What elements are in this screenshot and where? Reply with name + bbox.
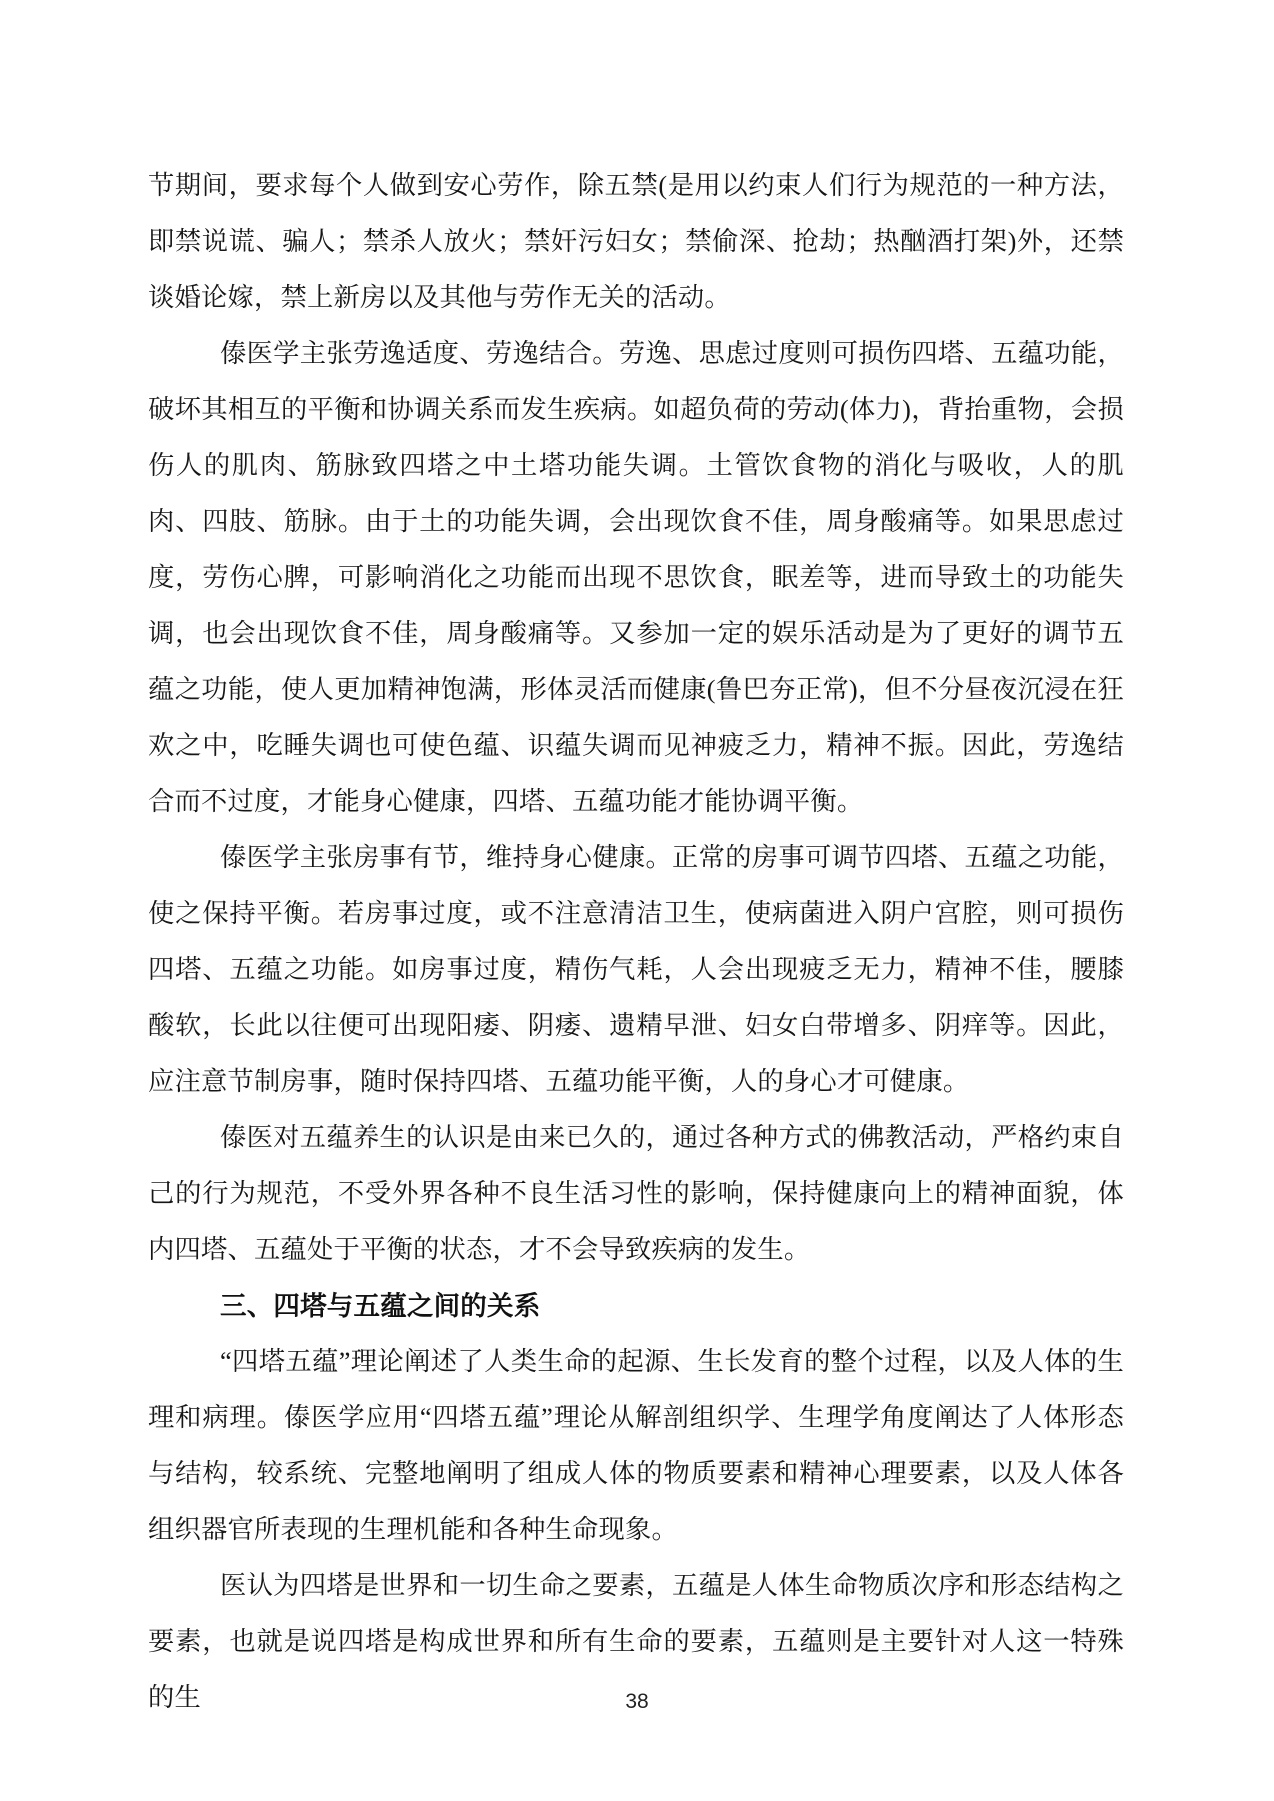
page-body-text	[148, 158, 1124, 1726]
section-heading: 三、四塔与五蕴之间的关系	[220, 1291, 541, 1321]
body-paragraph: 医认为四塔是世界和一切生命之要素，五蕴是人体生命物质次序和形态结构之要素，也就是说四塔是构成世界和所有生命的要素，五蕴则是主要针对人这一特殊的生	[148, 1571, 1124, 1712]
body-paragraph: 傣医学主张房事有节，维持身心健康。正常的房事可调节四塔、五蕴之功能，使之保持平衡。若房事过度，或不注意清洁卫生，使病菌进入阴户宫腔，则可损伤四塔、五蕴之功能。如房事过度，精伤气耗，人会出现疲乏无力，精神不佳，腰膝酸软，长此以往便可出现阳痿、阴痿、遗精早泄、妇女白带增多、阴痒等。因此，应注意节制房事，随时保持四塔、五蕴功能平衡，人的身心才可健康。	[148, 843, 1124, 1096]
body-paragraph: 节期间，要求每个人做到安心劳作，除五禁(是用以约束人们行为规范的一种方法，即禁说谎、骗人；禁杀人放火；禁奸污妇女；禁偷深、抢劫；热酗酒打架)外，还禁谈婚论嫁，禁上新房以及其他与劳作无关的活动。	[148, 171, 1124, 312]
page-number: 38	[625, 1690, 649, 1713]
body-paragraph: “四塔五蕴”理论阐述了人类生命的起源、生长发育的整个过程，以及人体的生理和病理。傣医学应用“四塔五蕴”理论从解剖组织学、生理学角度阐达了人体形态与结构，较系统、完整地阐明了组成人体的物质要素和精神心理要素，以及人体各组织器官所表现的生理机能和各种生命现象。	[148, 1347, 1124, 1544]
body-paragraph: 傣医对五蕴养生的认识是由来已久的，通过各种方式的佛教活动，严格约束自己的行为规范，不受外界各种不良生活习性的影响，保持健康向上的精神面貌，体内四塔、五蕴处于平衡的状态，才不会导致疾病的发生。	[148, 1123, 1124, 1264]
body-paragraph: 傣医学主张劳逸适度、劳逸结合。劳逸、思虑过度则可损伤四塔、五蕴功能，破坏其相互的平衡和协调关系而发生疾病。如超负荷的劳动(体力)，背抬重物，会损伤人的肌肉、筋脉致四塔之中土塔功能失调。土管饮食物的消化与吸收，人的肌肉、四肢、筋脉。由于土的功能失调，会出现饮食不佳，周身酸痛等。如果思虑过度，劳伤心脾，可影响消化之功能而出现不思饮食，眠差等，进而导致土的功能失调，也会出现饮食不佳，周身酸痛等。又参加一定的娱乐活动是为了更好的调节五蕴之功能，使人更加精神饱满，形体灵活而健康(鲁巴夯正常)，但不分昼夜沉浸在狂欢之中，吃睡失调也可使色蕴、识蕴失调而见神疲乏力，精神不振。因此，劳逸结合而不过度，才能身心健康，四塔、五蕴功能才能协调平衡。	[148, 339, 1124, 816]
